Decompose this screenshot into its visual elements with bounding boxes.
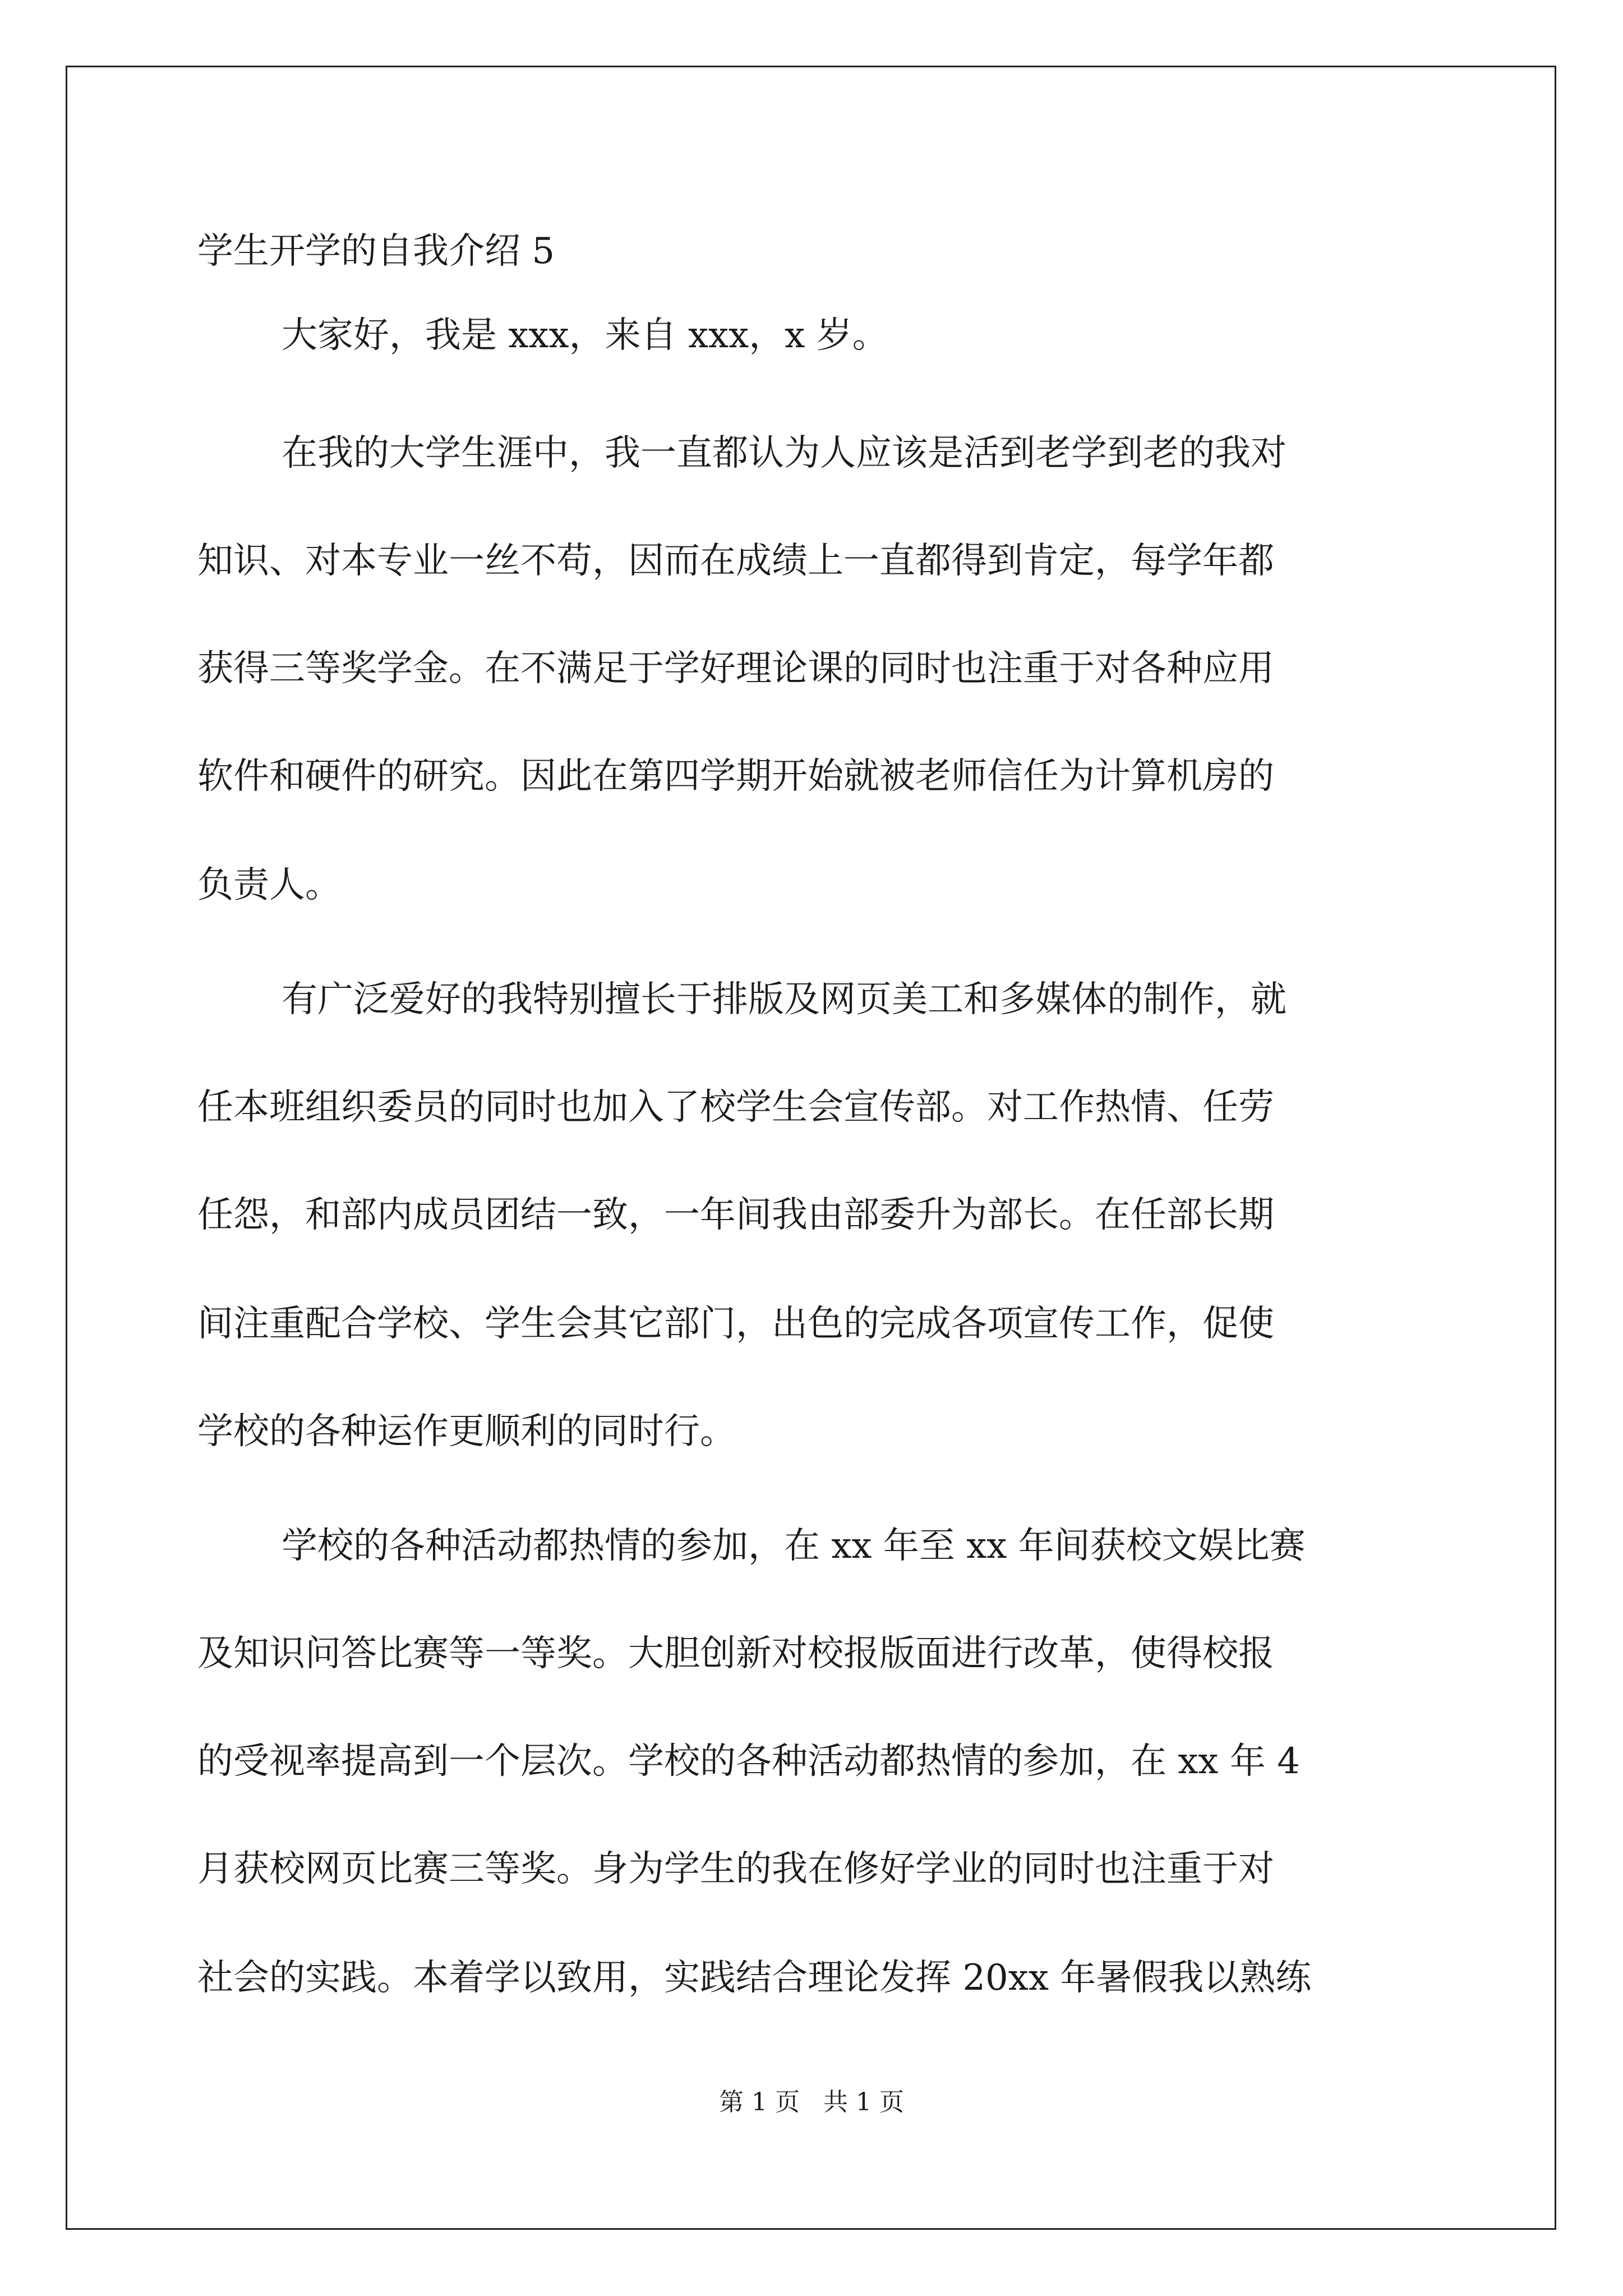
paragraph-line: 任本班组织委员的同时也加入了校学生会宣传部。对工作热情、任劳 (197, 1087, 1274, 1128)
page-number-footer: 第 1 页 共 1 页 (719, 2088, 904, 2116)
paragraph-line: 的受视率提高到一个层次。学校的各种活动都热情的参加，在 xx 年 4 (197, 1741, 1300, 1782)
paragraph-line: 知识、对本专业一丝不苟，因而在成绩上一直都得到肯定，每学年都 (197, 540, 1274, 582)
paragraph-line: 软件和硬件的研究。因此在第四学期开始就被老师信任为计算机房的 (197, 756, 1274, 797)
paragraph-line: 学校的各种活动都热情的参加，在 xx 年至 xx 年间获校文娱比赛 (282, 1525, 1306, 1567)
paragraph-line: 有广泛爱好的我特别擅长于排版及网页美工和多媒体的制作，就 (282, 979, 1287, 1020)
paragraph-line: 大家好，我是 xxx，来自 xxx，x 岁。 (282, 315, 888, 356)
paragraph-line: 间注重配合学校、学生会其它部门，出色的完成各项宣传工作，促使 (197, 1303, 1274, 1345)
paragraph-line: 在我的大学生涯中，我一直都认为人应该是活到老学到老的我对 (282, 432, 1287, 474)
page-border (66, 66, 1556, 2230)
paragraph-line: 学校的各种运作更顺利的同时行。 (197, 1411, 736, 1452)
paragraph-line: 月获校网页比赛三等奖。身为学生的我在修好学业的同时也注重于对 (197, 1848, 1274, 1890)
paragraph-line: 任怨，和部内成员团结一致，一年间我由部委升为部长。在任部长期 (197, 1194, 1274, 1236)
document-title: 学生开学的自我介绍 5 (197, 231, 555, 272)
paragraph-line: 获得三等奖学金。在不满足于学好理论课的同时也注重于对各种应用 (197, 648, 1274, 689)
paragraph-line: 社会的实践。本着学以致用，实践结合理论发挥 20xx 年暑假我以熟练 (197, 1957, 1312, 1999)
paragraph-line: 及知识问答比赛等一等奖。大胆创新对校报版面进行改革，使得校报 (197, 1633, 1274, 1674)
paragraph-line: 负责人。 (197, 864, 341, 906)
